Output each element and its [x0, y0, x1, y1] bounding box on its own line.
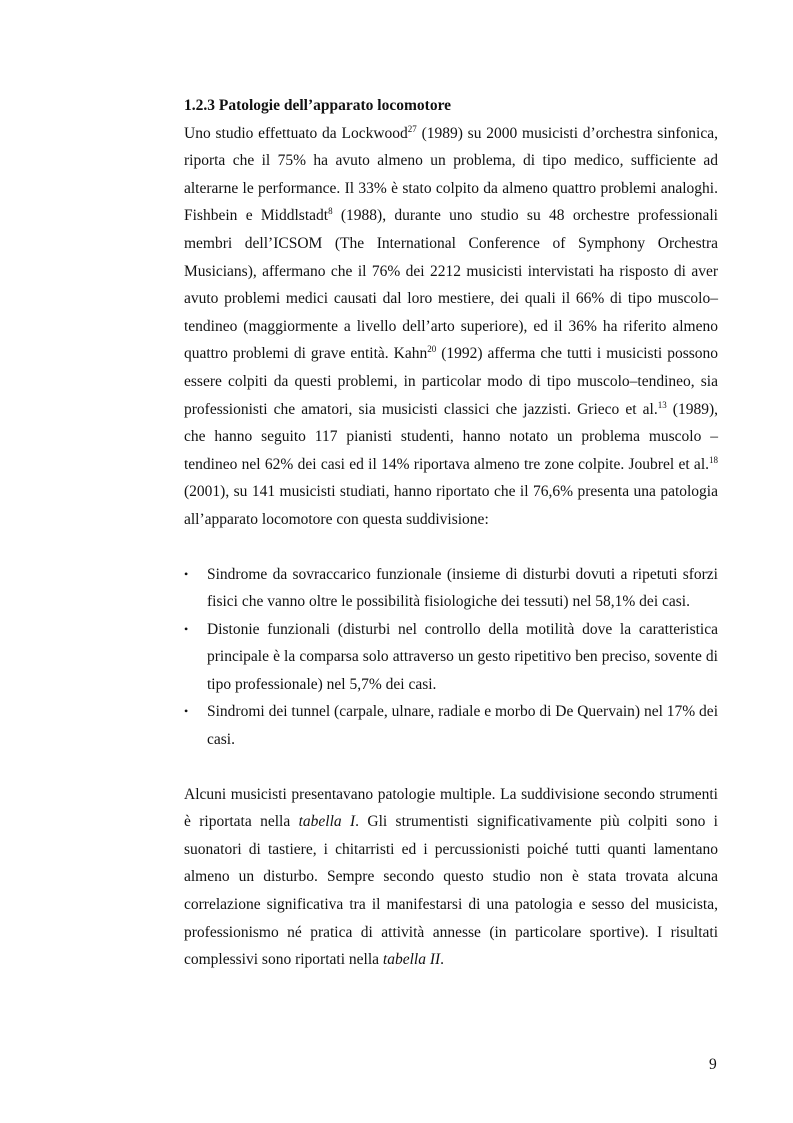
citation-ref: 20 — [427, 344, 437, 355]
paragraph-text: (1992) afferma che tutti i musicisti possono essere colpiti da questi problemi, in particolar modo di tipo muscolo–tendineo, sia professionisti che amatori, sia musicisti classici che jazzisti. Grieco et al. — [184, 345, 719, 418]
list-item — [184, 616, 718, 699]
list-item-text: Sindrome da sovraccarico funzionale (insieme di disturbi dovuti a ripetuti sforzi fisici che vanno oltre le possibilità fisiologiche dei tessuti) nel 58,1% dei casi. — [207, 565, 718, 611]
bullet-icon: • — [184, 566, 189, 581]
page-number: 9 — [709, 1056, 717, 1073]
citation-ref: 13 — [657, 399, 667, 410]
paragraph-text: (1988), durante uno studio su 48 orchestre professionali membri dell’ICSOM (The International Conference of Symphony Orchestra Musicians), affermano che il 76% dei 2212 musicisti intervistati ha risposto di aver avuto problemi medici causati dal loro mestiere, dei quali il 66% di tipo muscolo–tendineo (maggiormente a livello dell’arto superiore), ed il 36% ha riferito almeno quattro problemi di grave entità. Kahn — [184, 207, 718, 363]
list-item-text: Sindromi dei tunnel (carpale, ulnare, radiale e morbo di De Quervain) nel 17% dei casi. — [207, 703, 718, 749]
paragraph-intro — [184, 120, 718, 534]
table-reference: tabella I — [298, 813, 356, 831]
paragraph-text: . — [440, 951, 445, 969]
paragraph-text: Uno studio effettuato da Lockwood — [184, 124, 408, 142]
document-page — [184, 92, 718, 974]
paragraph-text: (1989), che hanno seguito 117 pianisti studenti, hanno notato un problema muscolo – tendineo nel 62% dei casi ed il 14% riportava almeno tre zone colpite. Joubrel et al. — [184, 400, 718, 473]
bullet-icon: • — [184, 621, 189, 636]
citation-ref: 8 — [328, 206, 333, 217]
citation-ref: 27 — [407, 123, 417, 134]
paragraph-text: (2001), su 141 musicisti studiati, hanno riportato che il 76,6% presenta una patologia all’apparato locomotore con questa suddivisione: — [184, 483, 718, 528]
list-item — [184, 561, 718, 616]
bullet-icon: • — [184, 704, 189, 719]
table-reference: tabella II — [382, 951, 441, 969]
paragraph-text: . Gli strumentisti significativamente più colpiti sono i suonatori di tastiere, i chitarristi ed i percussionisti poiché tutti quanti lamentano almeno un disturbo. Sempre secondo questo studio non è stata trovata alcuna correlazione significativa tra il manifestarsi di una patologia e sesso del musicista, professionismo né pratica di attività annesse (in particolare sportive). I risultati complessivi sono riportati nella — [184, 813, 718, 969]
pathology-list — [184, 561, 718, 754]
paragraph-text: (1989) su 2000 musicisti d’orchestra sinfonica, riporta che il 75% ha avuto almeno un problema, di tipo medico, sufficiente ad alterarne le performance. Il 33% è stato colpito da almeno quattro problemi analoghi. Fishbein e Middlstadt — [184, 124, 718, 225]
citation-ref: 18 — [709, 454, 718, 465]
paragraph-text: Alcuni musicisti presentavano patologie multiple. La suddivisione secondo strumenti è riportata nella — [184, 785, 718, 831]
paragraph-summary — [184, 781, 718, 974]
list-item — [184, 698, 718, 753]
section-heading: 1.2.3 Patologie dell’apparato locomotore — [184, 97, 452, 114]
list-item-text: Distonie funzionali (disturbi nel controllo della motilità dove la caratteristica principale è la comparsa solo attraverso un gesto ripetitivo ben preciso, sovente di tipo professionale) nel 5,7% dei casi. — [207, 620, 718, 693]
